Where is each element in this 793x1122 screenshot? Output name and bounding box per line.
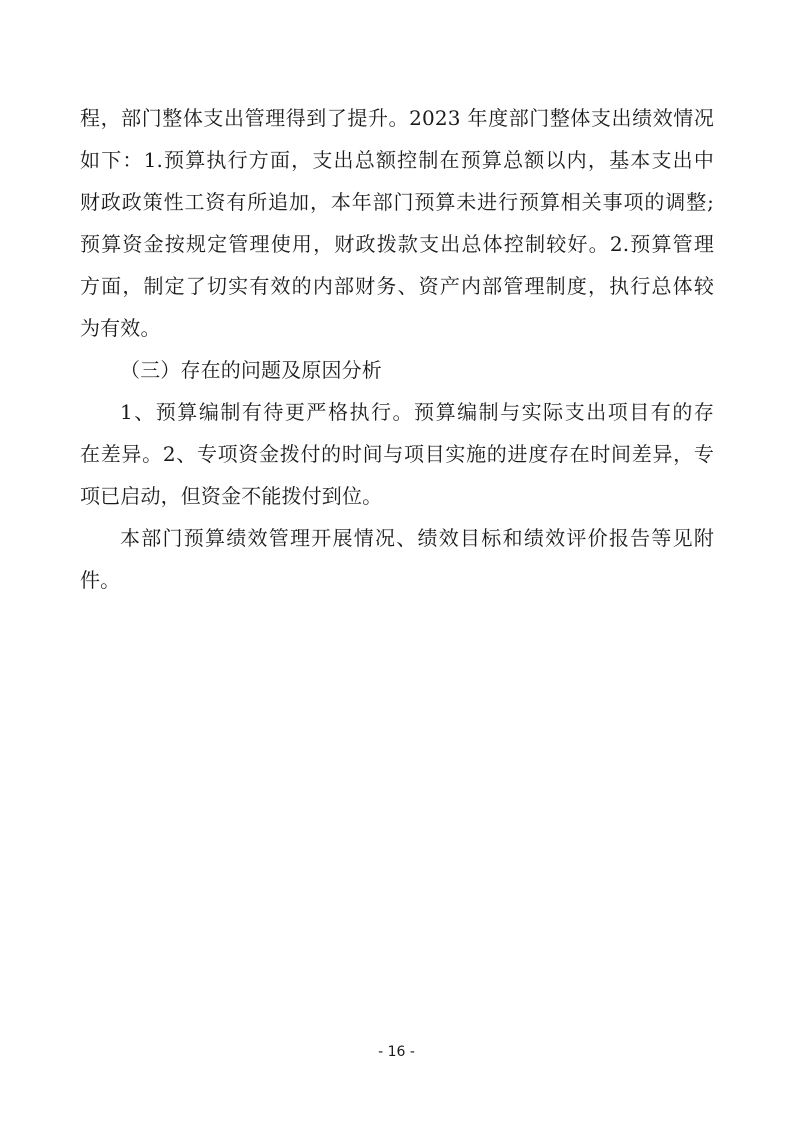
section-heading: （三）存在的问题及原因分析	[120, 358, 382, 382]
text-line: 1、预算编制有待更严格执行。预算编制与实际支出项目有的存	[120, 400, 714, 424]
text-line: 程，部门整体支出管理得到了提升。2023 年度部门整体支出绩效情况	[80, 106, 714, 130]
text-line: 为有效。	[80, 316, 161, 340]
text-line: 件。	[80, 568, 121, 592]
text-line: 预算资金按规定管理使用，财政拨款支出总体控制较好。2.预算管理	[80, 232, 714, 256]
text-line: 财政政策性工资有所追加，本年部门预算未进行预算相关事项的调整;	[80, 190, 714, 214]
text-line: 项已启动，但资金不能拨付到位。	[80, 484, 383, 508]
text-line: 如下：1.预算执行方面，支出总额控制在预算总额以内，基本支出中	[80, 148, 714, 172]
text-line: 方面，制定了切实有效的内部财务、资产内部管理制度，执行总体较	[80, 274, 714, 298]
page-number: - 16 -	[378, 1044, 415, 1060]
text-line: 本部门预算绩效管理开展情况、绩效目标和绩效评价报告等见附	[120, 526, 714, 550]
text-line: 在差异。2、专项资金拨付的时间与项目实施的进度存在时间差异，专	[80, 442, 714, 466]
